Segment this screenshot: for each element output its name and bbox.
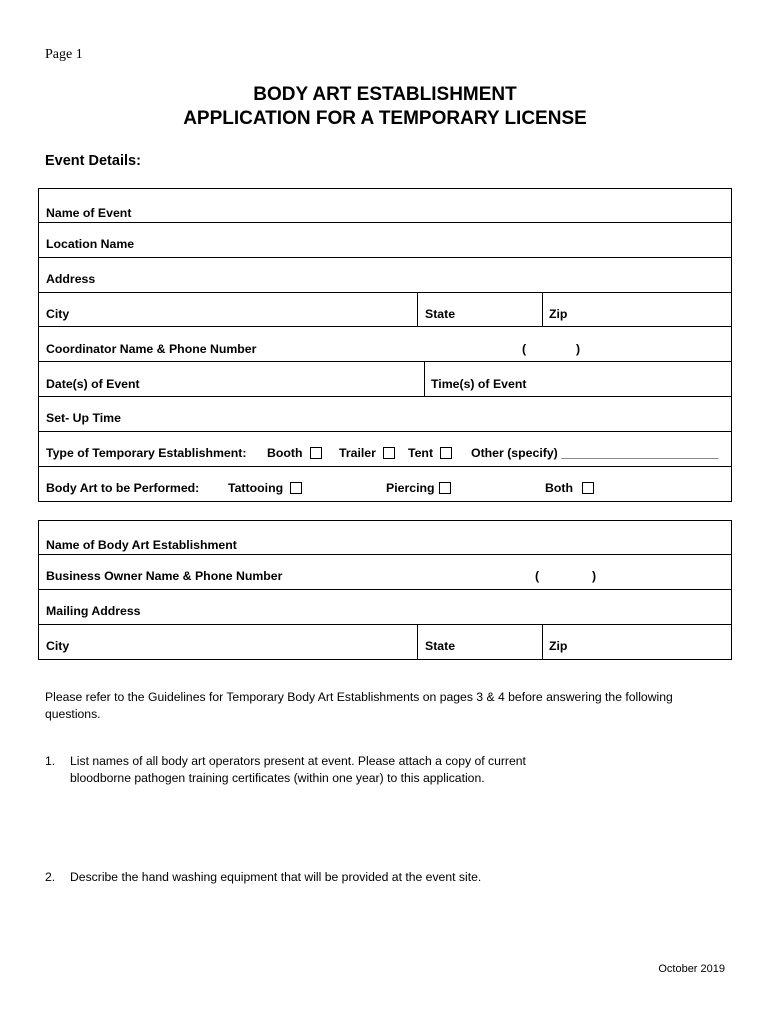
question-text: Describe the hand washing equipment that will be provided at the event site. <box>70 870 482 884</box>
page-number: Page 1 <box>45 47 83 62</box>
city-state-zip-row <box>39 293 731 328</box>
phone-open-paren: ( <box>522 341 527 356</box>
state-label[interactable]: State <box>425 639 456 654</box>
establishment-name-field[interactable] <box>39 521 731 555</box>
question-number: 1. <box>45 754 56 768</box>
location-name-field[interactable] <box>39 223 731 258</box>
establishment-name-label: Name of Body Art Establishment <box>46 537 237 552</box>
phone-close-paren: ) <box>592 569 597 584</box>
piercing-label: Piercing <box>386 481 435 496</box>
other-specify-label[interactable]: Other (specify) _______________________ <box>471 446 719 461</box>
divider <box>542 293 543 327</box>
guidelines-intro: Please refer to the Guidelines for Temporary Body Art Establishments on pages 3 & 4 before answering the following questions. <box>45 690 673 721</box>
establishment-type-row <box>39 432 731 467</box>
booth-checkbox[interactable] <box>310 447 322 459</box>
establishment-type-label: Type of Temporary Establishment: <box>46 446 247 461</box>
tent-checkbox[interactable] <box>440 447 452 459</box>
dates-times-row <box>39 362 731 397</box>
event-details-heading: Event Details: <box>45 153 141 169</box>
divider <box>417 293 418 327</box>
tent-option[interactable] <box>408 432 452 466</box>
tattooing-option[interactable] <box>228 467 302 502</box>
name-of-event-field[interactable] <box>39 189 731 223</box>
tent-label: Tent <box>408 446 434 461</box>
coordinator-field[interactable] <box>39 327 731 362</box>
both-checkbox[interactable] <box>582 482 594 494</box>
piercing-checkbox[interactable] <box>439 482 451 494</box>
times-of-event-label[interactable]: Time(s) of Event <box>431 376 527 391</box>
question-text: List names of all body art operators present at event. Please attach a copy of current bloodborne pathogen training certificates (within one year) to this application. <box>70 754 526 785</box>
question-number: 2. <box>45 870 56 884</box>
booth-option[interactable] <box>267 432 322 466</box>
divider <box>417 625 418 660</box>
page-title-line2: APPLICATION FOR A TEMPORARY LICENSE <box>183 108 587 129</box>
both-option[interactable] <box>545 467 594 502</box>
name-of-event-label: Name of Event <box>46 205 132 220</box>
address-field[interactable] <box>39 258 731 293</box>
trailer-option[interactable] <box>339 432 395 466</box>
zip-label[interactable]: Zip <box>549 639 568 654</box>
state-label[interactable]: State <box>425 306 456 321</box>
body-art-row <box>39 467 731 502</box>
phone-open-paren: ( <box>535 569 540 584</box>
piercing-option[interactable] <box>386 467 451 502</box>
address-label: Address <box>46 272 96 287</box>
body-art-label: Body Art to be Performed: <box>46 481 200 496</box>
owner-field[interactable] <box>39 555 731 590</box>
phone-close-paren: ) <box>576 341 581 356</box>
both-label: Both <box>545 481 573 496</box>
divider <box>424 362 425 396</box>
zip-label[interactable]: Zip <box>549 306 568 321</box>
city-label[interactable]: City <box>46 639 70 654</box>
establishment-table <box>38 520 732 660</box>
city-state-zip-row <box>39 625 731 660</box>
dates-of-event-label[interactable]: Date(s) of Event <box>46 376 140 391</box>
setup-time-field[interactable] <box>39 397 731 432</box>
trailer-label: Trailer <box>339 446 376 461</box>
event-details-table <box>38 188 732 502</box>
mailing-address-label: Mailing Address <box>46 604 141 619</box>
owner-label: Business Owner Name & Phone Number <box>46 569 283 584</box>
location-name-label: Location Name <box>46 237 135 252</box>
mailing-address-field[interactable] <box>39 590 731 625</box>
trailer-checkbox[interactable] <box>383 447 395 459</box>
page-title-line1: BODY ART ESTABLISHMENT <box>253 84 517 105</box>
footer-date: October 2019 <box>658 963 725 975</box>
city-label[interactable]: City <box>46 306 70 321</box>
coordinator-label: Coordinator Name & Phone Number <box>46 341 257 356</box>
divider <box>542 625 543 660</box>
booth-label: Booth <box>267 446 303 461</box>
tattooing-checkbox[interactable] <box>290 482 302 494</box>
setup-time-label: Set- Up Time <box>46 411 121 426</box>
tattooing-label: Tattooing <box>228 481 284 496</box>
